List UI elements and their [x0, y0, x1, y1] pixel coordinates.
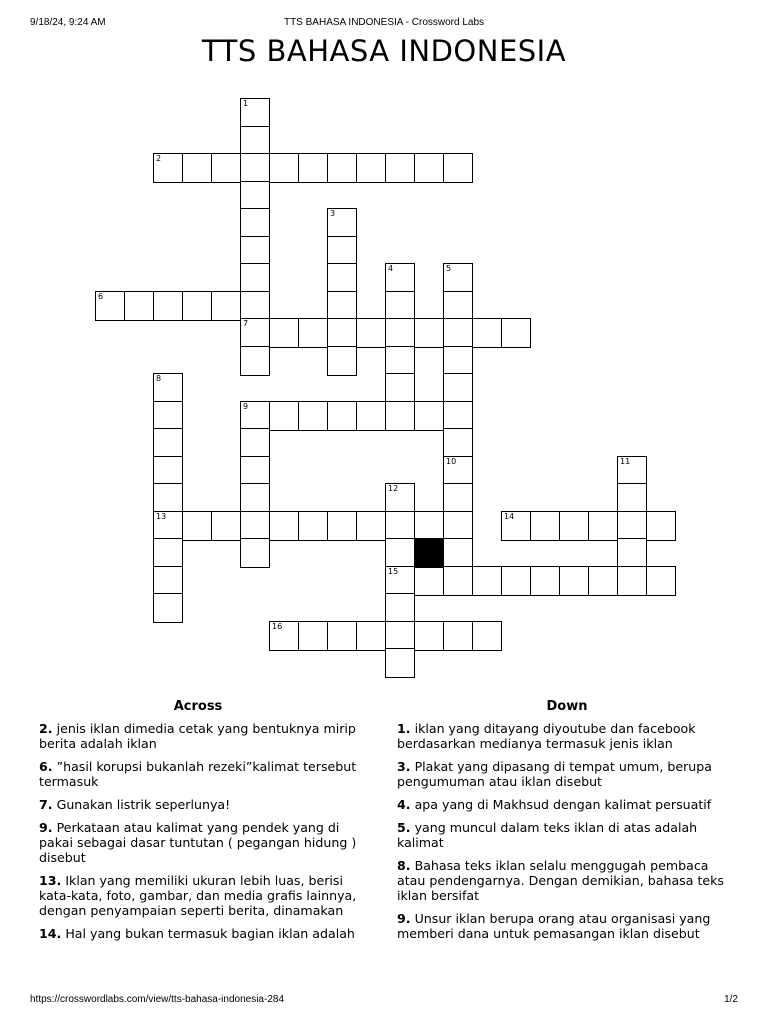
clue-number-label: 5: [446, 264, 452, 273]
crossword-cell[interactable]: [153, 428, 183, 458]
crossword-cell[interactable]: [646, 566, 676, 596]
down-clue: [397, 858, 737, 903]
crossword-cell[interactable]: [443, 263, 473, 293]
crossword-cell[interactable]: [269, 318, 299, 348]
clue-number-label: 12: [388, 484, 399, 493]
clue-number-label: 16: [272, 621, 283, 631]
across-heading: Across: [173, 699, 223, 714]
crossword-block-cell: [414, 538, 444, 568]
crossword-cell[interactable]: [443, 428, 473, 458]
clue-number-label: 3: [330, 209, 336, 218]
down-clue-text: Plakat yang dipasang di tempat umum, berupa pengumuman atau iklan disebut: [397, 759, 712, 789]
crossword-cell[interactable]: [327, 511, 357, 541]
crossword-cell[interactable]: [443, 291, 473, 321]
crossword-cell[interactable]: [269, 401, 299, 431]
clue-number-label: 15: [388, 566, 399, 576]
down-clue: [397, 721, 737, 751]
print-date: 9/18/24, 9:24 AM: [30, 17, 106, 28]
across-clue-text: Iklan yang memiliki ukuran lebih luas, berisi kata-kata, foto, gambar, dan media grafis lainnya, dengan penyampaian seperti berita, dinamakan: [39, 873, 357, 918]
crossword-cell[interactable]: [298, 401, 328, 431]
crossword-cell[interactable]: [646, 511, 676, 541]
down-clue-text: yang muncul dalam teks iklan di atas adalah kalimat: [397, 820, 698, 850]
crossword-cell[interactable]: [327, 236, 357, 266]
across-clue-text: Hal yang bukan termasuk bagian iklan adalah: [61, 926, 355, 941]
crossword-cell[interactable]: [153, 153, 183, 183]
crossword-cell[interactable]: [327, 621, 357, 651]
down-clue: [397, 911, 737, 941]
down-clue-text: iklan yang ditayang diyoutube dan facebook berdasarkan medianya termasuk jenis iklan: [397, 721, 696, 751]
crossword-cell[interactable]: [240, 346, 270, 376]
crossword-cell[interactable]: [182, 291, 212, 321]
clue-number-label: 10: [446, 456, 457, 466]
page-number: 1/2: [724, 994, 738, 1005]
crossword-cell[interactable]: [269, 511, 299, 541]
crossword-cell[interactable]: [617, 511, 647, 541]
across-clue-number: 9.: [39, 820, 53, 835]
down-clue-number: 4.: [397, 797, 411, 812]
crossword-cell[interactable]: [153, 566, 183, 596]
crossword-cell[interactable]: [414, 401, 444, 431]
clue-number-label: 13: [156, 511, 167, 521]
across-clue: [39, 797, 357, 812]
crossword-cell[interactable]: [356, 318, 386, 348]
crossword-cell[interactable]: [443, 401, 473, 431]
crossword-cell[interactable]: [240, 126, 270, 156]
crossword-cell[interactable]: [153, 373, 183, 403]
crossword-cell[interactable]: [327, 401, 357, 431]
crossword-cell[interactable]: [385, 401, 415, 431]
across-clue-number: 14.: [39, 926, 62, 941]
crossword-cell[interactable]: [385, 153, 415, 183]
crossword-cell[interactable]: [559, 566, 589, 596]
across-clue: [39, 759, 357, 789]
crossword-cell[interactable]: [153, 401, 183, 431]
crossword-cell[interactable]: [501, 511, 531, 541]
crossword-cell[interactable]: [472, 621, 502, 651]
crossword-cell[interactable]: [298, 511, 328, 541]
crossword-cell[interactable]: [530, 511, 560, 541]
crossword-cell[interactable]: [95, 291, 125, 321]
down-clue-number: 8.: [397, 858, 411, 873]
across-clue-number: 2.: [39, 721, 53, 736]
crossword-cell[interactable]: [240, 236, 270, 266]
crossword-cell[interactable]: [443, 318, 473, 348]
crossword-cell[interactable]: [443, 566, 473, 596]
across-clue: [39, 721, 357, 751]
crossword-cell[interactable]: [385, 566, 415, 596]
crossword-cell[interactable]: [414, 511, 444, 541]
crossword-cell[interactable]: [443, 483, 473, 513]
down-heading: Down: [546, 699, 588, 714]
down-clue-text: apa yang di Makhsud dengan kalimat persuatif: [410, 797, 712, 812]
crossword-cell[interactable]: [617, 566, 647, 596]
down-clue: [397, 759, 737, 789]
crossword-cell[interactable]: [414, 153, 444, 183]
crossword-cell[interactable]: [327, 346, 357, 376]
clue-number-label: 7: [243, 319, 249, 328]
crossword-cell[interactable]: [327, 318, 357, 348]
down-clues: [397, 699, 737, 949]
across-clue-text: Gunakan listrik seperlunya!: [52, 797, 231, 812]
crossword-cell[interactable]: [327, 153, 357, 183]
crossword-cell[interactable]: [211, 153, 241, 183]
crossword-cell[interactable]: [240, 483, 270, 513]
clue-number-label: 9: [243, 401, 249, 411]
crossword-cell[interactable]: [124, 291, 154, 321]
crossword-cell[interactable]: [385, 346, 415, 376]
across-clue-number: 6.: [39, 759, 53, 774]
down-clue: [397, 797, 737, 812]
crossword-cell[interactable]: [385, 648, 415, 678]
crossword-cell[interactable]: [153, 593, 183, 623]
down-clue: [397, 820, 737, 850]
crossword-cell[interactable]: [153, 538, 183, 568]
crossword-cell[interactable]: [240, 456, 270, 486]
crossword-cell[interactable]: [588, 566, 618, 596]
crossword-cell[interactable]: [443, 511, 473, 541]
crossword-cell[interactable]: [443, 456, 473, 486]
crossword-cell[interactable]: [269, 621, 299, 651]
clue-number-label: 11: [620, 456, 631, 466]
crossword-cell[interactable]: [472, 566, 502, 596]
crossword-cell[interactable]: [443, 373, 473, 403]
crossword-cell[interactable]: [327, 291, 357, 321]
crossword-cell[interactable]: [356, 153, 386, 183]
crossword-cell[interactable]: [414, 318, 444, 348]
crossword-cell[interactable]: [240, 538, 270, 568]
crossword-cell[interactable]: [617, 538, 647, 568]
crossword-cell[interactable]: [385, 511, 415, 541]
down-clue-number: 9.: [397, 911, 411, 926]
crossword-cell[interactable]: [588, 511, 618, 541]
across-clue-number: 7.: [39, 797, 53, 812]
crossword-cell[interactable]: [298, 621, 328, 651]
across-clue-text: Perkataan atau kalimat yang pendek yang di pakai sebagai dasar tuntutan ( pegangan hidung ) disebut: [39, 820, 357, 865]
clue-number-label: 2: [156, 154, 162, 163]
crossword-cell[interactable]: [240, 263, 270, 293]
crossword-cell[interactable]: [443, 153, 473, 183]
crossword-cell[interactable]: [385, 593, 415, 623]
crossword-cell[interactable]: [153, 291, 183, 321]
print-url: https://crosswordlabs.com/view/tts-bahasa-indonesia-284: [30, 994, 285, 1005]
across-clue: [39, 820, 357, 865]
crossword-cell[interactable]: [327, 263, 357, 293]
crossword-cell[interactable]: [414, 566, 444, 596]
crossword-cell[interactable]: [240, 98, 270, 128]
crossword-cell[interactable]: [153, 483, 183, 513]
across-clue-text: ”hasil korupsi bukanlah rezeki”kalimat tersebut termasuk: [39, 759, 357, 789]
crossword-cell[interactable]: [501, 566, 531, 596]
puzzle-title: TTS BAHASA INDONESIA: [201, 34, 567, 68]
crossword-cell[interactable]: [617, 456, 647, 486]
across-clue: [39, 873, 357, 918]
crossword-cell[interactable]: [182, 153, 212, 183]
crossword-cell[interactable]: [182, 511, 212, 541]
across-clue-number: 13.: [39, 873, 62, 888]
crossword-cell[interactable]: [385, 621, 415, 651]
crossword-cell[interactable]: [501, 318, 531, 348]
crossword-cell[interactable]: [240, 208, 270, 238]
clue-number-label: 1: [243, 99, 249, 108]
across-clue: [39, 926, 357, 941]
across-clues: [39, 699, 357, 949]
crossword-cell[interactable]: [385, 291, 415, 321]
across-clue-text: jenis iklan dimedia cetak yang bentuknya mirip berita adalah iklan: [39, 721, 356, 751]
crossword-cell[interactable]: [153, 456, 183, 486]
crossword-cell[interactable]: [153, 511, 183, 541]
crossword-cell[interactable]: [240, 428, 270, 458]
crossword-cell[interactable]: [240, 181, 270, 211]
down-clue-text: Bahasa teks iklan selalu menggugah pembaca atau pendengarnya. Dengan demikian, bahasa teks iklan bersifat: [397, 858, 724, 903]
crossword-cell[interactable]: [240, 401, 270, 431]
crossword-cell[interactable]: [327, 208, 357, 238]
crossword-cell[interactable]: [385, 483, 415, 513]
crossword-cell[interactable]: [443, 538, 473, 568]
crossword-cell[interactable]: [414, 621, 444, 651]
clue-number-label: 6: [98, 291, 104, 301]
clue-number-label: 4: [388, 264, 394, 273]
down-clue-number: 3.: [397, 759, 411, 774]
crossword-cell[interactable]: [240, 153, 270, 183]
clue-number-label: 8: [156, 374, 162, 383]
down-clue-number: 5.: [397, 820, 411, 835]
crossword-cell[interactable]: [269, 153, 299, 183]
crossword-cell[interactable]: [530, 566, 560, 596]
crossword-cell[interactable]: [298, 153, 328, 183]
clue-number-label: 14: [504, 511, 515, 521]
crossword-cell[interactable]: [385, 318, 415, 348]
crossword-cell[interactable]: [385, 373, 415, 403]
crossword-cell[interactable]: [211, 511, 241, 541]
crossword-cell[interactable]: [356, 511, 386, 541]
crossword-cell[interactable]: [472, 318, 502, 348]
crossword-cell[interactable]: [443, 621, 473, 651]
down-clue-text: Unsur iklan berupa orang atau organisasi yang memberi dana untuk pemasangan iklan disebut: [397, 911, 711, 941]
crossword-cell[interactable]: [240, 291, 270, 321]
crossword-cell[interactable]: [385, 263, 415, 293]
crossword-cell[interactable]: [617, 483, 647, 513]
crossword-cell[interactable]: [298, 318, 328, 348]
crossword-cell[interactable]: [356, 621, 386, 651]
crossword-cell[interactable]: [385, 538, 415, 568]
crossword-cell[interactable]: [356, 401, 386, 431]
crossword-cell[interactable]: [240, 511, 270, 541]
crossword-cell[interactable]: [211, 291, 241, 321]
crossword-cell[interactable]: [559, 511, 589, 541]
crossword-cell[interactable]: [240, 318, 270, 348]
crossword-cell[interactable]: [443, 346, 473, 376]
print-page-title: TTS BAHASA INDONESIA - Crossword Labs: [283, 17, 485, 28]
down-clue-number: 1.: [397, 721, 411, 736]
